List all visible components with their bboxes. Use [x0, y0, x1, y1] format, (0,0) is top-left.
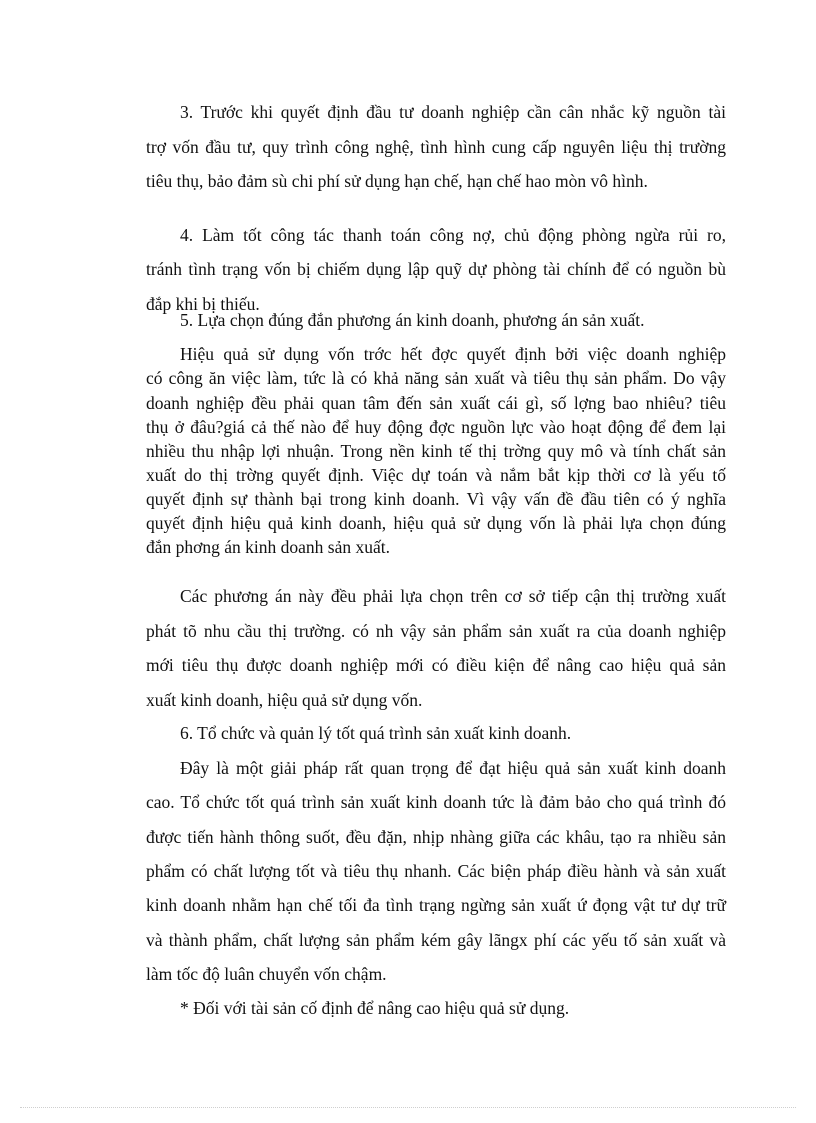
- text-line: kinh doanh nhằm hạn chế tối đa tình trạng ngừng sản xuất ứ đọng vật tư dự trữ: [146, 895, 726, 915]
- text-line: doanh nghiệp đều phải quan tâm đến sản xuất cái gì, số lợng bao nhiêu? tiêu: [146, 393, 726, 413]
- page-footer-divider: [20, 1107, 796, 1108]
- text-line: quyết định hiệu quả kinh doanh, hiệu quả sử dụng vốn là phải lựa chọn đúng: [146, 513, 726, 533]
- text-line: 3. Trước khi quyết định đầu tư doanh nghiệp cần cân nhắc kỹ nguồn tài: [180, 102, 726, 122]
- text-line: 5. Lựa chọn đúng đắn phương án kinh doanh, phương án sản xuất.: [180, 310, 645, 330]
- text-line: đắp khi bị thiếu.: [146, 294, 260, 314]
- text-line: * Đối với tài sản cố định để nâng cao hiệu quả sử dụng.: [180, 998, 570, 1018]
- text-line: Hiệu quả sử dụng vốn trớc hết đợc quyết định bởi việc doanh nghiệp: [180, 344, 726, 364]
- text-line: quyết định sự thành bại trong kinh doanh. Vì vậy vấn đề đầu tiên có ý nghĩa: [146, 489, 726, 509]
- text-line: có công ăn việc làm, tức là có khả năng sản xuất và tiêu thụ sản phẩm. Do vậy: [146, 368, 726, 388]
- text-line: tiêu thụ, bảo đảm sù chi phí sử dụng hạn chế, hạn chế hao mòn vô hình.: [146, 171, 648, 191]
- text-line: 6. Tổ chức và quản lý tốt quá trình sản xuất kinh doanh.: [180, 723, 572, 743]
- text-line: trợ vốn đầu tư, quy trình công nghệ, tình hình cung cấp nguyên liệu thị trường: [146, 137, 726, 157]
- text-line: xuất do thị trờng quyết định. Việc dự toán và nắm bắt kịp thời cơ là yếu tố: [146, 465, 726, 485]
- text-line: tránh tình trạng vốn bị chiếm dụng lập quỹ dự phòng tài chính để có nguồn bù: [146, 259, 726, 279]
- text-line: cao. Tổ chức tốt quá trình sản xuất kinh doanh tức là đảm bảo cho quá trình đó: [146, 792, 726, 812]
- text-line: xuất kinh doanh, hiệu quả sử dụng vốn.: [146, 690, 423, 710]
- text-line: nhiều thu nhập lợi nhuận. Trong nền kinh tế thị trờng quy mô và tính chất sản: [146, 441, 726, 461]
- text-line: Đây là một giải pháp rất quan trọng để đạt hiệu quả sản xuất kinh doanh: [180, 758, 726, 778]
- text-line: được tiến hành thông suốt, đều đặn, nhịp nhàng giữa các khâu, tạo ra nhiều sản: [146, 827, 726, 847]
- text-line: phẩm có chất lượng tốt và tiêu thụ nhanh. Các biện pháp điều hành và sản xuất: [146, 861, 726, 881]
- text-line: và thành phẩm, chất lượng sản phẩm kém gây lãngx phí các yếu tố sản xuất và: [146, 930, 726, 950]
- text-line: Các phương án này đều phải lựa chọn trên cơ sở tiếp cận thị trường xuất: [180, 586, 726, 606]
- text-line: thụ ở đâu?giá cả thế nào để huy động đợc nguồn lực vào hoạt động để đem lại: [146, 417, 726, 437]
- text-line: phát tõ nhu cầu thị trường. có nh vậy sản phẩm sản xuất ra của doanh nghiệp: [146, 621, 726, 641]
- text-line: mới tiêu thụ được doanh nghiệp mới có điều kiện để nâng cao hiệu quả sản: [146, 655, 726, 675]
- text-line: 4. Làm tốt công tác thanh toán công nợ, chủ động phòng ngừa rủi ro,: [180, 225, 726, 245]
- text-line: làm tốc độ luân chuyển vốn chậm.: [146, 964, 387, 984]
- text-line: đắn phơng án kinh doanh sản xuất.: [146, 537, 391, 557]
